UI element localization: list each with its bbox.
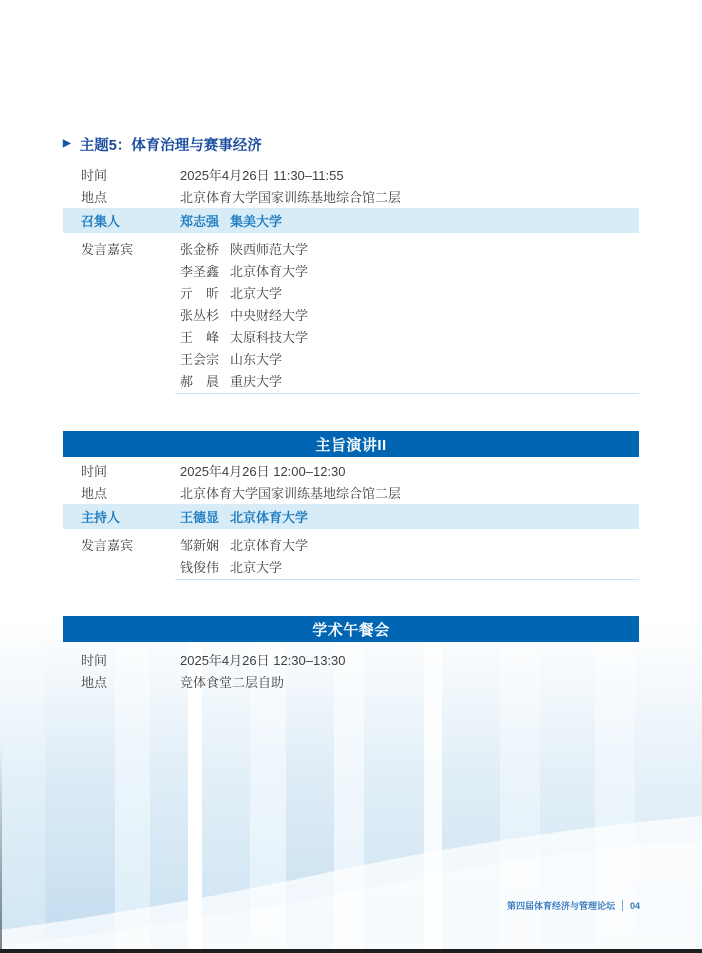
speaker-affiliation: 山东大学 xyxy=(230,351,283,367)
speaker-row xyxy=(180,281,308,303)
footer xyxy=(507,899,640,912)
speaker-name: 李圣鑫 xyxy=(180,263,220,279)
info-row xyxy=(63,459,639,481)
speaker-name: 亓 昕 xyxy=(180,285,220,301)
speaker-affiliation: 太原科技大学 xyxy=(230,329,309,345)
page-edge-bottom xyxy=(0,949,702,953)
speaker-name: 郝 晨 xyxy=(180,373,220,389)
info-label: 地点 xyxy=(81,485,108,501)
speaker-name: 张金桥 xyxy=(180,241,220,257)
section-banner: 学术午餐会 xyxy=(63,616,639,642)
info-value: 北京体育大学国家训练基地综合馆二层 xyxy=(180,189,402,205)
info-value: 2025年4月26日 12:00–12:30 xyxy=(180,463,346,479)
speaker-affiliation: 北京体育大学 xyxy=(230,537,309,553)
info-label: 时间 xyxy=(81,167,108,183)
info-value: 2025年4月26日 11:30–11:55 xyxy=(180,167,344,183)
info-row xyxy=(63,163,639,185)
highlight-name: 王德显 xyxy=(180,510,220,525)
info-label: 地点 xyxy=(81,189,108,205)
info-label: 时间 xyxy=(81,652,108,668)
highlight-label: 主持人 xyxy=(81,510,121,525)
info-row xyxy=(63,648,639,670)
triangle-bullet-icon: ▶ xyxy=(63,138,71,149)
info-row xyxy=(63,670,639,692)
info-value: 2025年4月26日 12:30–13:30 xyxy=(180,652,346,668)
topic-header xyxy=(63,135,639,153)
page-content xyxy=(63,0,639,692)
speaker-affiliation: 中央财经大学 xyxy=(230,307,309,323)
speakers-list xyxy=(180,237,308,391)
section-banner: 主旨演讲II xyxy=(63,431,639,457)
highlight-affiliation: 北京体育大学 xyxy=(230,510,309,525)
divider xyxy=(175,579,639,580)
page-edge-left xyxy=(0,743,2,953)
speakers-block xyxy=(63,533,639,577)
info-value: 竞体食堂二层自助 xyxy=(180,674,285,690)
info-rows xyxy=(63,648,639,692)
highlight-row xyxy=(63,504,639,529)
speaker-affiliation: 北京体育大学 xyxy=(230,263,309,279)
speaker-row xyxy=(180,259,308,281)
info-label: 时间 xyxy=(81,463,108,479)
footer-separator xyxy=(622,900,623,911)
speaker-row xyxy=(180,555,308,577)
speaker-affiliation: 北京大学 xyxy=(230,285,283,301)
highlight-name: 郑志强 xyxy=(180,214,220,229)
speaker-row xyxy=(180,369,308,391)
divider xyxy=(175,393,639,394)
speaker-affiliation: 重庆大学 xyxy=(230,373,283,389)
speaker-row xyxy=(180,325,308,347)
highlight-label: 召集人 xyxy=(81,214,121,229)
speaker-name: 王 峰 xyxy=(180,329,220,345)
speaker-row xyxy=(180,303,308,325)
footer-forum-name: 第四届体育经济与管理论坛 xyxy=(506,901,615,911)
highlight-row xyxy=(63,208,639,233)
info-rows xyxy=(63,459,639,503)
speakers-list xyxy=(180,533,308,577)
speakers-label: 发言嘉宾 xyxy=(81,241,134,257)
info-value: 北京体育大学国家训练基地综合馆二层 xyxy=(180,485,402,501)
speaker-name: 邹新娴 xyxy=(180,537,220,553)
speaker-affiliation: 陕西师范大学 xyxy=(230,241,309,257)
info-row xyxy=(63,185,639,207)
speaker-affiliation: 北京大学 xyxy=(230,559,283,575)
topic-title: 主题5：体育治理与赛事经济 xyxy=(79,137,262,154)
speaker-name: 张丛杉 xyxy=(180,307,220,323)
info-row xyxy=(63,481,639,503)
speaker-name: 钱俊伟 xyxy=(180,559,220,575)
speaker-row xyxy=(180,347,308,369)
highlight-affiliation: 集美大学 xyxy=(230,214,283,229)
speakers-block xyxy=(63,237,639,391)
speakers-label: 发言嘉宾 xyxy=(81,537,134,553)
footer-page-number: 04 xyxy=(629,900,640,911)
speaker-row xyxy=(180,237,308,259)
info-label: 地点 xyxy=(81,674,108,690)
info-rows xyxy=(63,163,639,207)
speaker-name: 王会宗 xyxy=(180,351,220,367)
speaker-row xyxy=(180,533,308,555)
